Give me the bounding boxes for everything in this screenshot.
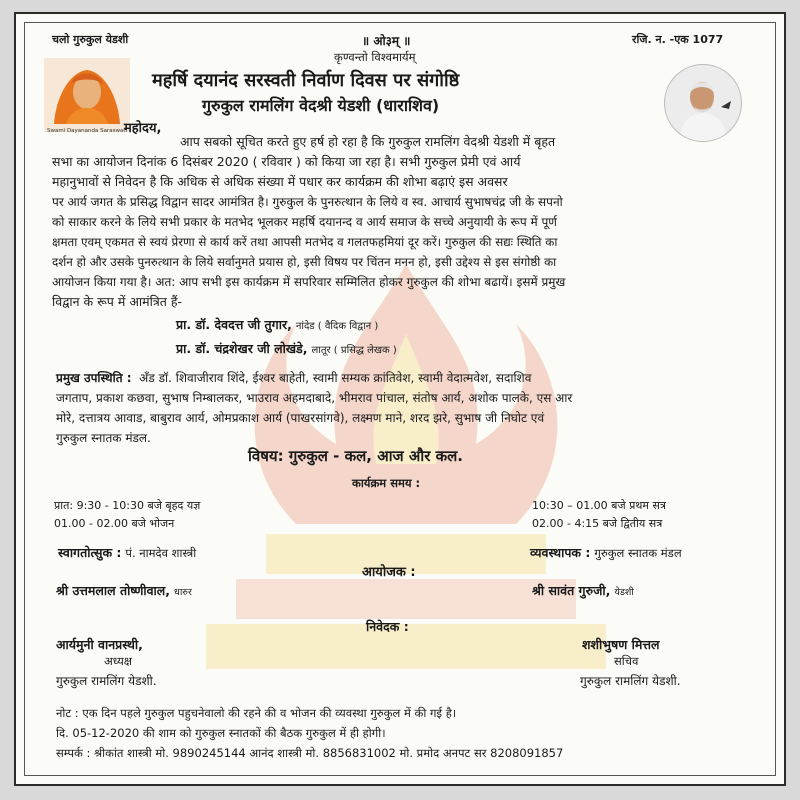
manager-value: गुरुकुल स्नातक मंडल — [594, 546, 682, 560]
schedule-heading: कार्यक्रम समय : — [352, 476, 421, 490]
organizer-right — [532, 582, 634, 599]
appeal-left-org: गुरुकुल रामलिंग येडशी. — [56, 674, 157, 688]
page-subtitle: गुरुकुल रामलिंग वेदश्री येडशी (धाराशिव) — [202, 96, 440, 115]
body-line: दर्शन हो और उसके पुनरुत्थान के लिये सर्वानुमते प्रयास हो, इसी विषय पर चिंतन मनन हो, इसी उद्देश्य से इस संगोष्ठी का — [52, 255, 557, 269]
header-left: चलो गुरुकुल येडशी — [52, 33, 129, 46]
appeal-heading: निवेदक : — [366, 619, 409, 634]
organizer-left-place: धारुर — [174, 587, 192, 598]
body-line: सभा का आयोजन दिनांक 6 दिसंबर 2020 ( रविवार ) को किया जा रहा है। सभी गुरुकुल प्रेमी एवं आर्य — [52, 154, 521, 169]
motto: कृण्वन्तो विश्वमार्यम् — [334, 50, 416, 64]
swami-portrait-icon — [44, 58, 130, 124]
appeal-right-role: सचिव — [614, 654, 639, 668]
note-2: दि. 05-12-2020 की शाम को गुरुकुल स्नातकों की बैठक गुरुकुल में ही होगी। — [56, 726, 386, 740]
schedule-right-1: 10:30 – 01.00 बजे प्रथम सत्र — [532, 499, 666, 512]
appeal-right-name: शशीभुषण मित्तल — [582, 637, 660, 652]
invitation-sheet — [14, 12, 786, 786]
body-line: आप सबको सूचित करते हुए हर्ष हो रहा है कि गुरुकुल रामलिंग वेदश्री येडशी में बृहत — [180, 134, 556, 149]
presence-line: जगताप, प्रकाश कछवा, सुभाष निम्बालकर, भाउराव अहमदाबादे, भीमराव पांचाल, संतोष आर्य, अशोक पालके, एस आर — [56, 391, 573, 405]
organizer-right-name: श्री सावंत गुरुजी, — [532, 583, 611, 598]
body-line: आयोजन किया गया है। अत: आप सभी इस कार्यक्रम में सपरिवार सम्मिलित होकर गुरुकुल की शोभा बढायें। इसमें प्रमुख — [52, 275, 566, 289]
topic: विषय: गुरुकुल - कल, आज और कल. — [248, 447, 463, 465]
manager-label: व्यवस्थापक : — [530, 545, 591, 560]
body-line: पर आर्य जगत के प्रसिद्ध विद्वान सादर आमंत्रित है। गुरुकुल के पुनरुत्थान के लिये व स्व. आचार्य सुभाषचंद्र जी के सपनो — [52, 195, 563, 209]
body-line: क्षमता एवम् एकमत से स्वयं प्रेरणा से कार्य करें तथा आपसी मतभेद व गलतफहमियां दूर करें। गुरुकुल की सद्यः स्थिति का — [52, 235, 558, 249]
presence-label: प्रमुख उपस्थिति : — [56, 371, 132, 385]
organizer-right-place: येडशी — [614, 587, 634, 598]
speaker-note: नांदेड ( वैदिक विद्वान ) — [295, 321, 379, 332]
appeal-left-name: आर्यमुनी वानप्रस्थी, — [56, 637, 143, 652]
welcome-value: पं. नामदेव शास्त्री — [125, 546, 197, 560]
portrait-right — [664, 64, 742, 142]
page-title: महर्षि दयानंद सरस्वती निर्वाण दिवस पर संगोष्ठि — [152, 70, 460, 91]
speaker-name: प्रा. डॉ. देवदत्त जी तुगार, — [176, 317, 292, 332]
portrait-left — [44, 58, 130, 132]
body-paragraph — [52, 132, 772, 312]
appeal-right-org: गुरुकुल रामलिंग येडशी. — [580, 674, 681, 688]
body-line: को साकार करने के लिये सभी प्रकार के मतभेद भूलकर महर्षि दयानन्द व आर्य समाज के सच्चे अनुयायी के रूप में पूर्ण — [52, 215, 557, 229]
welcome-line — [58, 544, 196, 561]
contact-line: सम्पर्क : श्रीकांत शास्त्री मो. 9890245144 आनंद शास्त्री मो. 8856831002 मो. प्रमोद अनपट सर 8208091857 — [56, 746, 564, 760]
schedule-left-2: 01.00 - 02.00 बजे भोजन — [54, 517, 175, 530]
presence-line: गुरुकुल स्नातक मंडल. — [56, 431, 151, 445]
presence-block — [56, 368, 772, 448]
organizer-heading: आयोजक : — [362, 565, 416, 580]
organizer-left-name: श्री उत्तमलाल तोष्णीवाल, — [56, 583, 171, 598]
schedule-right-2: 02.00 - 4:15 बजे द्वितीय सत्र — [532, 517, 663, 530]
acharya-portrait-icon — [665, 65, 741, 141]
header-center: ॥ ओ३म् ॥ — [362, 34, 411, 48]
appeal-left-role: अध्यक्ष — [104, 654, 133, 668]
salutation: महोदय, — [124, 121, 162, 136]
schedule-left-1: प्रात: 9:30 - 10:30 बजे बृहद यज्ञ — [54, 499, 201, 512]
note-1: नोट : एक दिन पहले गुरुकुल पहुचनेवालो की रहने की व भोजन की व्यवस्था गुरुकुल में की गई है। — [56, 706, 457, 720]
header-right: रजि. न. -एक 1077 — [632, 33, 724, 46]
body-line: विद्वान के रूप में आमंत्रित हैं- — [52, 294, 182, 309]
speaker-note: लातूर ( प्रसिद्ध लेखक ) — [311, 345, 397, 356]
portrait-caption: Swami Dayananda Saraswati — [46, 128, 128, 134]
speaker-name: प्रा. डॉ. चंद्रशेखर जी लोखंडे, — [176, 341, 308, 356]
organizer-left — [56, 582, 192, 599]
welcome-label: स्वागतोत्सुक : — [58, 545, 122, 560]
presence-line: मोरे, दत्तात्रय आवाड, बाबुराव आर्य, ओमप्रकाश आर्य (पाखरसांगवे), लक्ष्मण माने, शरद झरे, सुभाष जी निघोट एवं — [56, 411, 545, 425]
speaker-2 — [176, 340, 397, 357]
presence-line: अँड डॉ. शिवाजीराव शिंदे, ईश्वर बाहेती, स्वामी सम्यक क्रांतिवेश, स्वामी वेदात्मवेश, सदाशिव — [139, 371, 532, 385]
manager-line — [530, 544, 682, 561]
body-line: महानुभावों से निवेदन है कि अधिक से अधिक संख्या में पधार कर कार्यक्रम की शोभा बढ़ाएं इस अवसर — [52, 174, 508, 189]
speaker-1 — [176, 316, 378, 333]
